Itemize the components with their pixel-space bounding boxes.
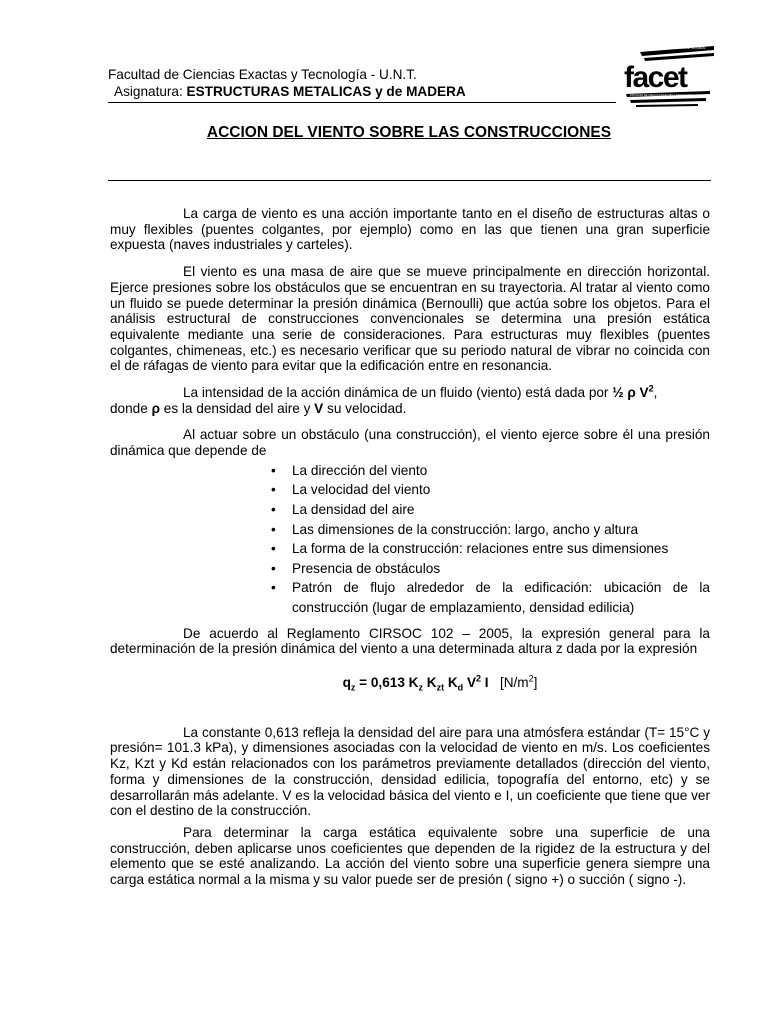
document-body <box>110 206 710 899</box>
formula-eq: = 0,613 K <box>355 675 419 690</box>
p3-text-e: su velocidad. <box>323 400 407 416</box>
subject-label: Asignatura: <box>114 84 183 99</box>
paragraph-3 <box>110 385 710 416</box>
facet-logo <box>618 44 718 110</box>
formula-kd-sub: d <box>457 682 464 693</box>
faculty-line: Facultad de Ciencias Exactas y Tecnología - U.N.T. <box>108 67 417 82</box>
formula-k3: K <box>444 675 458 690</box>
title-divider <box>108 180 711 181</box>
logo-small-top: UNIVERSIDAD NACIONAL DE TUCUMAN <box>648 46 706 50</box>
formula-i: I <box>481 675 489 690</box>
paragraph-5: De acuerdo al Reglamento CIRSOC 102 – 2005, la expresión general para la determinación de la presión dinámica del viento a una determinada altura z dada por la expresión <box>110 625 710 657</box>
rho-symbol: ρ <box>151 400 160 416</box>
list-item: • La densidad del aire <box>270 500 710 520</box>
formula-kz-sub: z <box>418 682 423 693</box>
formula-unit-b: ] <box>533 675 538 690</box>
paragraph-1: La carga de viento es una acción importante tanto en el diseño de estructuras altas o muy flexibles (puentes colgantes, por ejemplo) como en las que tienen una gran superficie expuesta (naves industriales y carteles). <box>110 206 710 253</box>
logo-small-bottom: FACULTAD DE CIENCIAS EXACTAS Y TECNOLOGIA <box>630 94 694 97</box>
formula-q-sub: z <box>350 682 356 693</box>
paragraph-6: La constante 0,613 refleja la densidad del aire para una atmósfera estándar (T= 15°C y presión= 101.3 kPa), y dimensiones asociadas con la velocidad de viento en m/s. Los coeficientes Kz, Kzt y Kd están relacionados con los parámetros previamente detallados (dirección del viento, forma y dimensiones de la construcción, densidad edilicia, topografía del entorno, etc) y se desarrollarán más adelante. V es la velocidad básica del viento e I, un coeficiente que tiene que ver con el destino de la construcción. <box>110 724 710 819</box>
list-item: • Presencia de obstáculos <box>270 559 710 579</box>
p3-text-d: es la densidad del aire y <box>160 400 315 416</box>
dynamic-pressure-exponent: 2 <box>648 383 654 394</box>
formula-unit-a: [N/m <box>499 675 529 690</box>
factor-list <box>110 461 710 618</box>
logo-wordmark: facet <box>624 61 687 94</box>
formula-unit-sup: 2 <box>528 673 534 684</box>
subject-name: ESTRUCTURAS METALICAS y de MADERA <box>186 84 466 99</box>
subject-line <box>108 83 616 100</box>
formula-v: V <box>463 675 477 690</box>
list-item: • La forma de la construcción: relaciones entre sus dimensiones <box>270 539 710 559</box>
pressure-formula <box>110 675 710 691</box>
formula-q: q <box>342 675 351 690</box>
paragraph-4: Al actuar sobre un obstáculo (una construcción), el viento ejerce sobre él una presión dinámica que depende de <box>110 427 710 459</box>
paragraph-2: El viento es una masa de aire que se mueve principalmente en dirección horizontal. Ejerce presiones sobre los obstáculos que se encuentran en su trayectoria. Al tratar al viento como un fluido se puede determinar la presión dinámica (Bernoulli) que actúa sobre los objetos. Para el análisis estructural de construcciones convencionales se determina una presión estática equivalente mediante una serie de consideraciones. Para estructuras muy flexibles (puentes colgantes, chimeneas, etc.) es necesario verificar que su periodo natural de vibrar no coincida con el de ráfagas de viento para evitar que la edificación entre en resonancia. <box>110 264 710 374</box>
formula-kzt-sub: zt <box>436 682 445 693</box>
p3-text-c: donde <box>110 400 152 416</box>
list-item: • Patrón de flujo alrededor de la edificación: ubicación de la construcción (lugar de emplazamiento, densidad edilicia) <box>270 578 710 617</box>
list-item: • La dirección del viento <box>270 461 710 481</box>
document-title: ACCION DEL VIENTO SOBRE LAS CONSTRUCCIONES <box>206 124 612 141</box>
list-item: • Las dimensiones de la construcción: largo, ancho y altura <box>270 520 710 540</box>
formula-unit <box>500 675 538 690</box>
list-item: • La velocidad del viento <box>270 480 710 500</box>
paragraph-7: Para determinar la carga estática equivalente sobre una superficie de una construcción, deben aplicarse unos coeficientes que dependen de la rigidez de la estructura y del elemento que se esté analizando. La acción del viento sobre una superficie genera siempre una carga estática normal a la misma y su valor puede ser de presión ( signo +) o succión ( signo -). <box>110 824 710 888</box>
dynamic-pressure-formula: ½ ρ V <box>612 385 649 401</box>
v-symbol: V <box>314 400 324 416</box>
formula-k2: K <box>422 675 437 690</box>
p3-text-b: , <box>653 385 658 401</box>
page-header <box>108 66 616 103</box>
formula-v-sup: 2 <box>476 673 482 684</box>
p3-text-a: La intensidad de la acción dinámica de un fluido (viento) está dada por <box>183 385 613 401</box>
